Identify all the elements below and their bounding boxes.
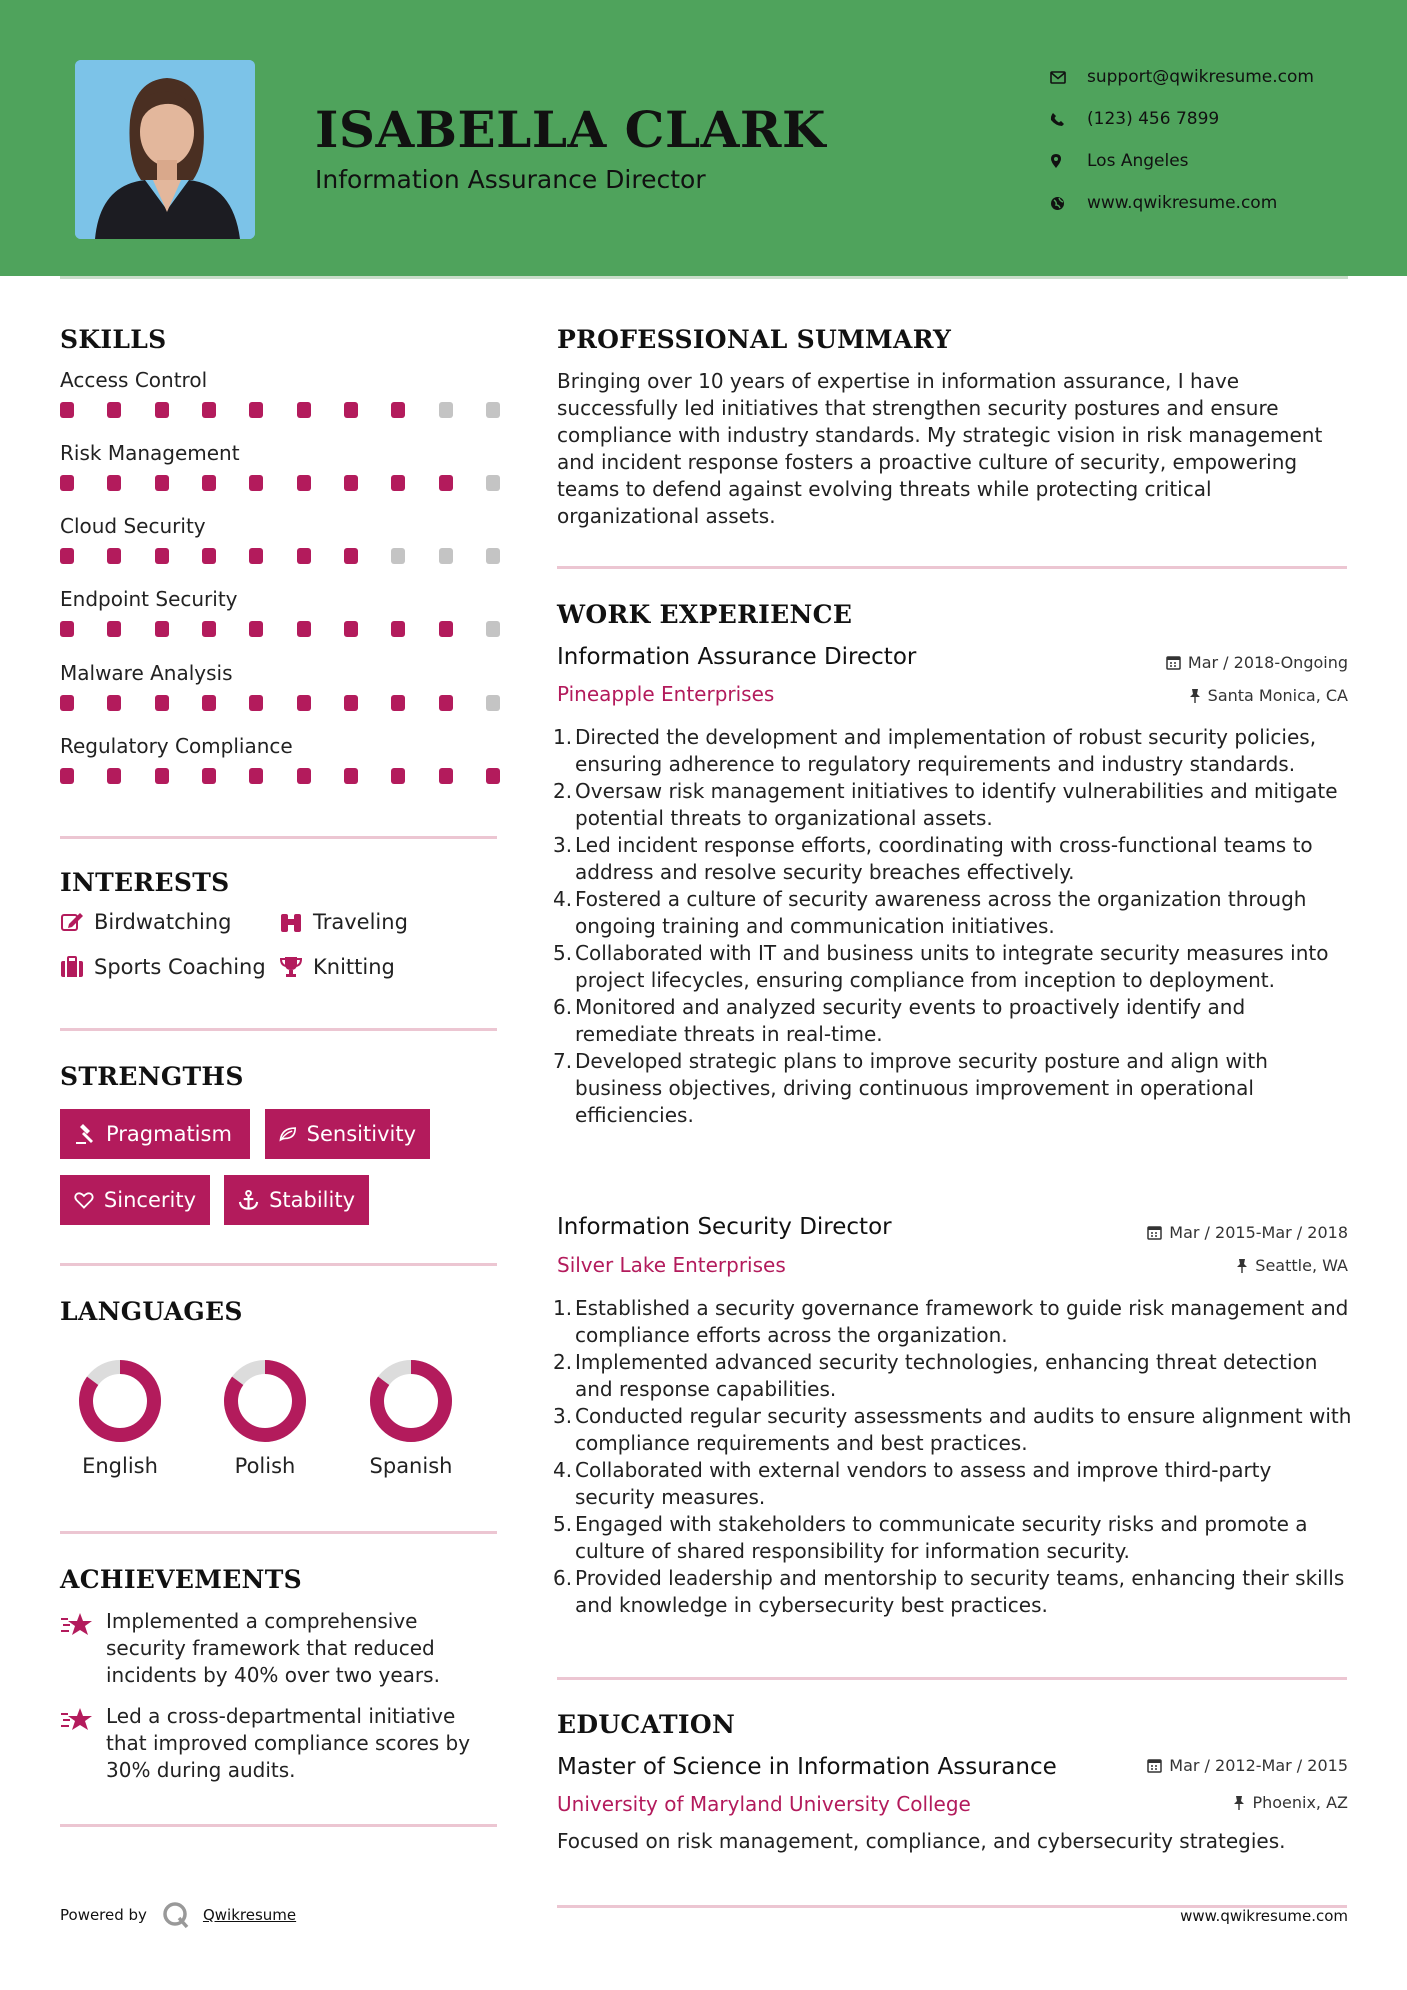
rating-dot-filled [107, 695, 121, 711]
contact-location-text: Los Angeles [1087, 151, 1189, 171]
contact-phone-text: (123) 456 7899 [1087, 109, 1220, 129]
skill-name: Access Control [60, 368, 208, 392]
rating-dot-filled [344, 475, 358, 491]
rating-dot-empty [486, 475, 500, 491]
skill-item [60, 734, 500, 784]
rating-dot-filled [439, 768, 453, 784]
rating-dot-filled [249, 621, 263, 637]
interest-label: Knitting [313, 955, 395, 979]
section-divider [60, 1263, 497, 1266]
header-banner [0, 0, 1407, 276]
strengths-heading: STRENGTHS [60, 1062, 244, 1091]
job-bullet: 4. Fostered a culture of security awareness across the organization through ongoing training and communication initiatives. [553, 887, 1307, 938]
company-name: Silver Lake Enterprises [557, 1253, 786, 1277]
job-location [1189, 686, 1348, 705]
rating-dot-filled [155, 402, 169, 418]
rating-dot-filled [439, 475, 453, 491]
contact-location [1050, 140, 1314, 182]
job-location [1236, 1256, 1348, 1275]
rating-dot-filled [439, 621, 453, 637]
skill-item [60, 441, 500, 491]
skill-item [60, 368, 500, 418]
education-date [1147, 1756, 1348, 1775]
language-label: Spanish [369, 1454, 453, 1478]
rating-dot-filled [297, 402, 311, 418]
envelope-icon [1050, 71, 1066, 84]
strength-badge [224, 1175, 369, 1225]
job-bullet: 1. Directed the development and implementation of robust security policies, ensuring adherence to regulatory requirements and industry standards. [553, 725, 1317, 776]
rating-dot-empty [486, 402, 500, 418]
rating-dot-filled [391, 695, 405, 711]
skill-item [60, 514, 500, 564]
experience-heading: WORK EXPERIENCE [557, 600, 853, 629]
skill-rating [60, 695, 500, 711]
education-location [1233, 1793, 1348, 1812]
contact-email-text: support@qwikresume.com [1087, 67, 1314, 87]
job-bullet: 6. Monitored and analyzed security events to proactively identify and remediate threats in real-time. [553, 995, 1246, 1046]
shooting-star-icon [60, 1706, 94, 1734]
degree-title: Master of Science in Information Assurance [557, 1754, 1057, 1780]
job-title: Information Security Director [557, 1214, 892, 1240]
achievements-heading: ACHIEVEMENTS [60, 1565, 302, 1594]
rating-dot-filled [202, 475, 216, 491]
job-location-text: Seattle, WA [1255, 1256, 1348, 1275]
rating-dot-filled [297, 621, 311, 637]
rating-dot-filled [202, 621, 216, 637]
rating-dot-filled [297, 475, 311, 491]
rating-dot-filled [439, 695, 453, 711]
rating-dot-empty [439, 548, 453, 564]
skill-rating [60, 402, 500, 418]
rating-dot-filled [391, 768, 405, 784]
calendar-icon [1147, 1758, 1162, 1773]
qwikresume-logo-icon [161, 1900, 191, 1930]
profile-photo [75, 60, 255, 239]
header-underline [60, 276, 1348, 279]
interest-item [279, 955, 395, 979]
pushpin-icon [1233, 1795, 1245, 1810]
rating-dot-filled [60, 768, 74, 784]
contact-website-text: www.qwikresume.com [1087, 193, 1278, 213]
education-description: Focused on risk management, compliance, and cybersecurity strategies. [557, 1829, 1286, 1853]
rating-dot-filled [202, 548, 216, 564]
skill-item [60, 661, 500, 711]
job-bullets [553, 724, 1353, 1129]
strength-badge [60, 1109, 250, 1159]
footer-website[interactable]: www.qwikresume.com [1180, 1907, 1348, 1925]
rating-dot-filled [202, 402, 216, 418]
person-portrait-image [75, 60, 255, 239]
achievement-item [60, 1703, 500, 1784]
education-date-text: Mar / 2012-Mar / 2015 [1169, 1756, 1348, 1775]
rating-dot-filled [107, 475, 121, 491]
skill-name: Risk Management [60, 441, 240, 465]
contact-email[interactable] [1050, 56, 1314, 98]
job-bullet: 5. Collaborated with IT and business units to integrate security measures into project lifecycles, ensuring compliance from inception to deployment. [553, 941, 1329, 992]
language-label: Polish [234, 1454, 296, 1478]
strength-badge [60, 1175, 210, 1225]
language-label: English [82, 1454, 158, 1478]
rating-dot-filled [202, 768, 216, 784]
rating-dot-filled [297, 695, 311, 711]
job-bullet: 7. Developed strategic plans to improve security posture and align with business objectives, driving continuous improvement in operational efficiencies. [553, 1049, 1268, 1127]
job-title: Information Assurance Director [557, 644, 917, 670]
company-name: Pineapple Enterprises [557, 682, 775, 706]
rating-dot-filled [297, 768, 311, 784]
rating-dot-filled [107, 402, 121, 418]
rating-dot-empty [486, 548, 500, 564]
interest-item [60, 955, 266, 979]
language-level-ring [366, 1356, 456, 1446]
rating-dot-filled [391, 621, 405, 637]
job-bullet: 2. Oversaw risk management initiatives to identify vulnerabilities and mitigate potential threats to organizational assets. [553, 779, 1338, 830]
interest-label: Traveling [313, 910, 408, 934]
language-item [356, 1356, 466, 1478]
rating-dot-filled [60, 402, 74, 418]
rating-dot-empty [486, 695, 500, 711]
job-bullet: 3. Led incident response efforts, coordinating with cross-functional teams to address and resolve security breaches effectively. [553, 833, 1313, 884]
skill-rating [60, 621, 500, 637]
job-bullet: 6. Provided leadership and mentorship to security teams, enhancing their skills and knowledge in cybersecurity best practices. [553, 1566, 1345, 1617]
leaf-icon [279, 1124, 297, 1144]
rating-dot-filled [249, 768, 263, 784]
interest-label: Sports Coaching [94, 955, 266, 979]
rating-dot-empty [391, 548, 405, 564]
rating-dot-filled [297, 548, 311, 564]
section-divider [60, 1028, 497, 1031]
rating-dot-empty [439, 402, 453, 418]
skill-name: Regulatory Compliance [60, 734, 293, 758]
globe-icon [1050, 196, 1065, 211]
job-bullet: 2. Implemented advanced security technologies, enhancing threat detection and response capabilities. [553, 1350, 1318, 1401]
rating-dot-filled [60, 695, 74, 711]
rating-dot-filled [107, 768, 121, 784]
languages-heading: LANGUAGES [60, 1297, 243, 1326]
rating-dot-filled [60, 621, 74, 637]
rating-dot-filled [202, 695, 216, 711]
interests-heading: INTERESTS [60, 868, 230, 897]
skills-heading: SKILLS [60, 325, 167, 354]
rating-dot-filled [155, 768, 169, 784]
skill-name: Endpoint Security [60, 587, 238, 611]
interest-item [279, 910, 408, 934]
skill-name: Cloud Security [60, 514, 206, 538]
education-heading: EDUCATION [557, 1710, 736, 1739]
contact-phone[interactable] [1050, 98, 1314, 140]
job-bullet: 4. Collaborated with external vendors to assess and improve third-party security measures. [553, 1458, 1272, 1509]
school-name: University of Maryland University College [557, 1792, 971, 1816]
summary-text: Bringing over 10 years of expertise in information assurance, I have successfully led initiatives that strengthen security postures and ensure compliance with industry standards. My strategic vision in risk management and incident response fosters a proactive culture of security, empowering teams to defend against evolving threats while protecting critical organizational assets. [557, 369, 1323, 528]
candidate-title: Information Assurance Director [315, 165, 706, 194]
rating-dot-filled [486, 768, 500, 784]
achievement-text: Implemented a comprehensive security framework that reduced incidents by 40% over two years. [106, 1609, 440, 1687]
skill-item [60, 587, 500, 637]
shooting-star-icon [60, 1611, 94, 1639]
language-level-ring [220, 1356, 310, 1446]
interest-label: Birdwatching [94, 910, 232, 934]
contact-website[interactable] [1050, 182, 1314, 224]
rating-dot-filled [155, 475, 169, 491]
achievement-text: Led a cross-departmental initiative that improved compliance scores by 30% during audits. [106, 1704, 471, 1782]
rating-dot-filled [60, 548, 74, 564]
strength-label: Pragmatism [106, 1122, 232, 1146]
rating-dot-empty [486, 621, 500, 637]
job-bullets [553, 1295, 1353, 1619]
language-level-ring [75, 1356, 165, 1446]
phone-icon [1050, 112, 1065, 127]
trophy-icon [279, 956, 303, 978]
rating-dot-filled [155, 548, 169, 564]
calendar-icon [1147, 1225, 1162, 1240]
job-date [1147, 1223, 1348, 1242]
rating-dot-filled [107, 621, 121, 637]
rating-dot-filled [391, 402, 405, 418]
rating-dot-filled [344, 621, 358, 637]
section-divider [60, 836, 497, 839]
rating-dot-filled [249, 402, 263, 418]
job-bullet: 3. Conducted regular security assessments and audits to ensure alignment with compliance requirements and best practices. [553, 1404, 1352, 1455]
section-divider [60, 1531, 497, 1534]
suitcase-icon [60, 956, 84, 978]
powered-by [60, 1900, 296, 1930]
language-item [65, 1356, 175, 1478]
skill-rating [60, 475, 500, 491]
pushpin-icon [1189, 688, 1201, 703]
education-location-text: Phoenix, AZ [1252, 1793, 1348, 1812]
strength-label: Sensitivity [306, 1122, 416, 1146]
job-date-text: Mar / 2015-Mar / 2018 [1169, 1223, 1348, 1242]
achievement-item [60, 1608, 500, 1689]
rating-dot-filled [344, 695, 358, 711]
powered-by-text: Powered by [60, 1906, 147, 1924]
interest-item [60, 910, 231, 934]
section-divider [60, 1824, 497, 1827]
job-date-text: Mar / 2018-Ongoing [1187, 653, 1348, 672]
section-divider [557, 566, 1347, 569]
rating-dot-filled [391, 475, 405, 491]
job-location-text: Santa Monica, CA [1207, 686, 1348, 705]
rating-dot-filled [249, 475, 263, 491]
section-divider [557, 1677, 1347, 1680]
rating-dot-filled [249, 695, 263, 711]
skill-rating [60, 768, 500, 784]
edit-icon [60, 911, 84, 933]
skill-name: Malware Analysis [60, 661, 233, 685]
location-pin-icon [1050, 153, 1062, 169]
skill-rating [60, 548, 500, 564]
brand-link[interactable]: Qwikresume [202, 1906, 297, 1924]
rating-dot-filled [344, 402, 358, 418]
rating-dot-filled [107, 548, 121, 564]
language-item [210, 1356, 320, 1478]
strength-label: Stability [269, 1188, 355, 1212]
job-bullet: 1. Established a security governance framework to guide risk management and compliance efforts across the organization. [553, 1296, 1349, 1347]
gavel-icon [74, 1123, 96, 1145]
strength-badge [265, 1109, 430, 1159]
rating-dot-filled [60, 475, 74, 491]
job-date [1166, 653, 1348, 672]
rating-dot-filled [344, 548, 358, 564]
job-bullet: 5. Engaged with stakeholders to communicate security risks and promote a culture of shared responsibility for information security. [553, 1512, 1308, 1563]
rating-dot-filled [344, 768, 358, 784]
rating-dot-filled [155, 621, 169, 637]
pushpin-icon [1236, 1258, 1248, 1273]
summary-heading: PROFESSIONAL SUMMARY [557, 325, 952, 354]
heart-icon [74, 1190, 94, 1211]
contact-list [1050, 56, 1314, 224]
candidate-name: ISABELLA CLARK [315, 100, 826, 159]
anchor-icon [238, 1189, 259, 1211]
binoculars-icon [279, 911, 303, 933]
calendar-icon [1166, 655, 1181, 670]
strength-label: Sincerity [103, 1188, 196, 1212]
rating-dot-filled [249, 548, 263, 564]
rating-dot-filled [155, 695, 169, 711]
